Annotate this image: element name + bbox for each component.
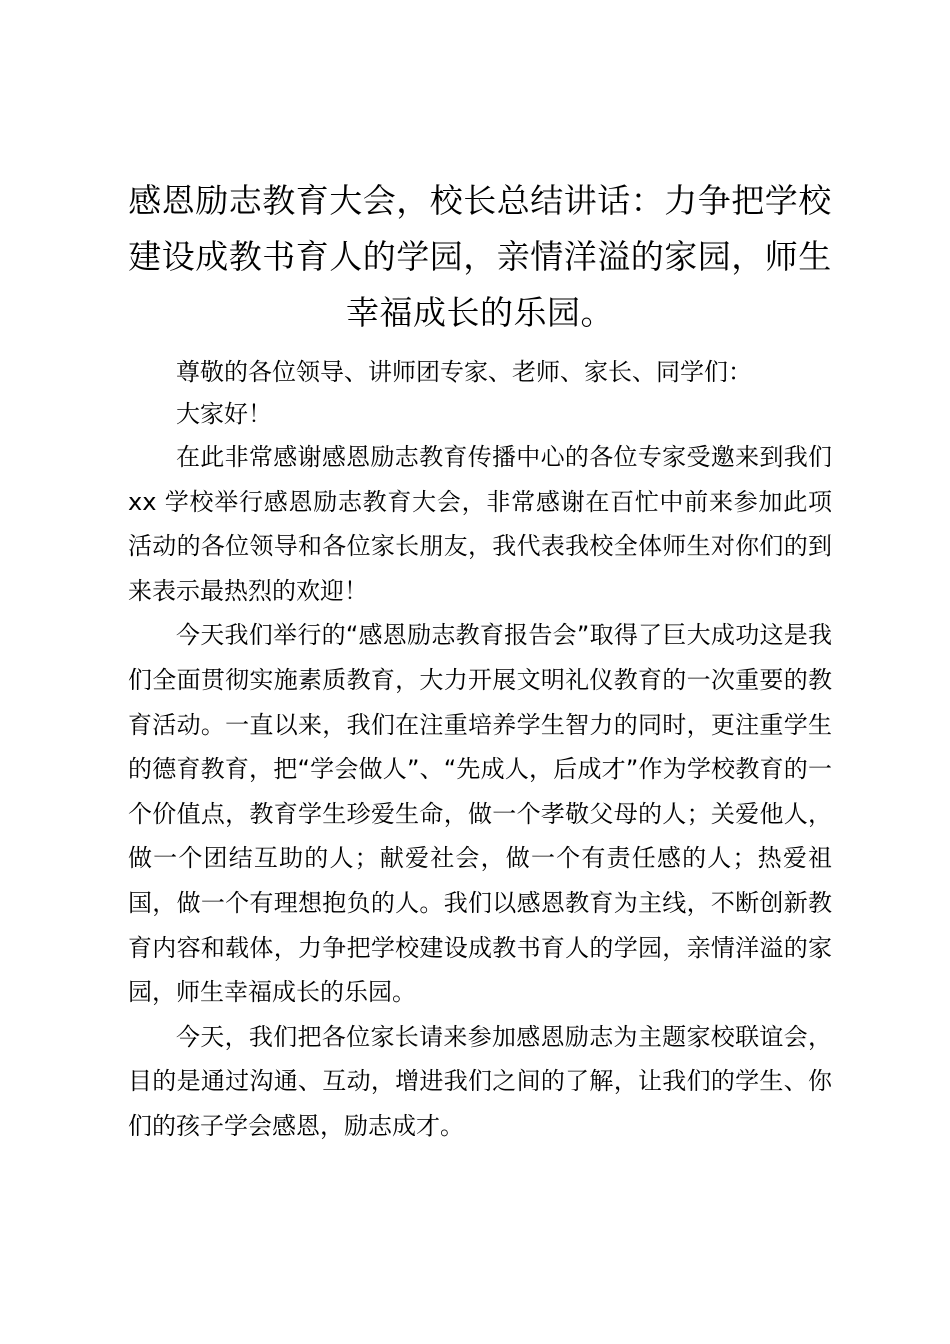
paragraph-welcome: 在此非常感谢感恩励志教育传播中心的各位专家受邀来到我们 xx 学校举行感恩励志教育大会，非常感谢在百忙中前来参加此项活动的各位领导和各位家长朋友，我代表我校全体师生对你们的到来表示最热烈的欢迎！ — [128, 443, 832, 605]
paragraph-report: 今天我们举行的“感恩励志教育报告会”取得了巨大成功这是我们全面贯彻实施素质教育，大力开展文明礼仪教育的一次重要的教育活动。一直以来，我们在注重培养学生智力的同时，更注重学生的德育教育，把“学会做人”、“先成人，后成才”作为学校教育的一个价值点，教育学生珍爱生命，做一个孝敬父母的人；关爱他人，做一个团结互助的人；献爱社会，做一个有责任感的人；热爱祖国，做一个有理想抱负的人。我们以感恩教育为主线，不断创新教育内容和载体，力争把学校建设成教书育人的学园，亲情洋溢的家园，师生幸福成长的乐园。 — [128, 621, 832, 1007]
greeting: 大家好！ — [176, 400, 272, 428]
salutation: 尊敬的各位领导、讲师团专家、老师、家长、同学们： — [176, 358, 752, 386]
paragraph-parents: 今天，我们把各位家长请来参加感恩励志为主题家校联谊会，目的是通过沟通、互动，增进我们之间的了解，让我们的学生、你们的孩子学会感恩，励志成才。 — [128, 1022, 832, 1140]
document-title: 感恩励志教育大会，校长总结讲话：力争把学校建设成教书育人的学园，亲情洋溢的家园，师生幸福成长的乐园。 — [128, 181, 832, 332]
document-page — [128, 173, 832, 1149]
